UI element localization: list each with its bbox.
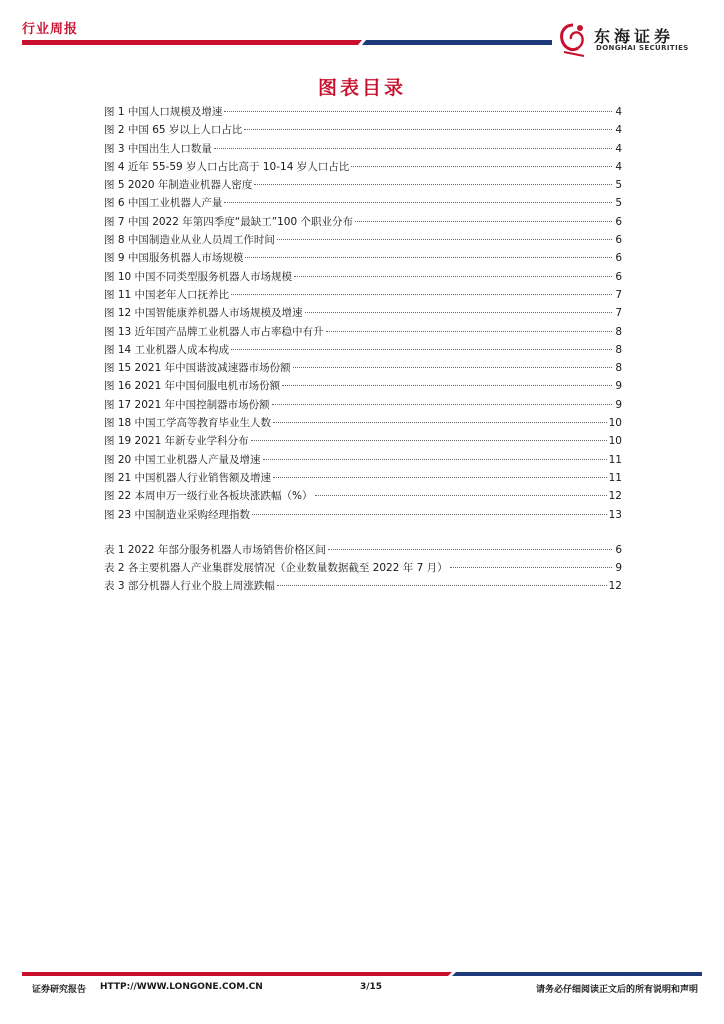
toc-entry-page: 8 <box>615 325 622 338</box>
toc-entry-label: 图 10 中国不同类型服务机器人市场规模 <box>104 270 293 283</box>
toc-entry-page: 4 <box>615 160 622 173</box>
toc-entry-label: 图 11 中国老年人口抚养比 <box>104 288 230 301</box>
toc-entry-page: 10 <box>608 417 622 430</box>
toc-figure-entry[interactable] <box>104 359 622 377</box>
toc-dot-leader <box>263 459 607 460</box>
toc-figure-entry[interactable] <box>104 341 622 359</box>
toc-entry-page: 12 <box>608 580 622 593</box>
toc-figure-entry[interactable] <box>104 286 622 304</box>
toc-figure-entry[interactable] <box>104 506 622 524</box>
toc-figure-entry[interactable] <box>104 451 622 469</box>
toc-entry-page: 6 <box>615 234 622 247</box>
toc-figure-entry[interactable] <box>104 396 622 414</box>
toc-figure-entry[interactable] <box>104 121 622 139</box>
toc-dot-leader <box>305 312 612 313</box>
toc-entry-label: 图 23 中国制造业采购经理指数 <box>104 508 251 521</box>
toc-dot-leader <box>273 477 607 478</box>
toc-entry-label: 表 1 2022 年部分服务机器人市场销售价格区间 <box>104 543 326 556</box>
toc-entry-page: 8 <box>615 343 622 356</box>
toc-entry-label: 图 1 中国人口规模及增速 <box>104 106 223 118</box>
toc-entry-page: 9 <box>615 562 622 575</box>
toc-entry-label: 图 17 2021 年中国控制器市场份额 <box>104 398 270 411</box>
header-rule <box>22 40 552 45</box>
toc-figure-entry[interactable] <box>104 249 622 267</box>
toc-dot-leader <box>231 349 612 350</box>
toc-entry-label: 图 8 中国制造业从业人员周工作时间 <box>104 234 275 247</box>
toc-dot-leader <box>328 549 612 550</box>
toc-entry-label: 图 12 中国智能康养机器人市场规模及增速 <box>104 307 303 320</box>
toc-entry-page: 11 <box>608 453 622 466</box>
toc-figure-entry[interactable] <box>104 487 622 505</box>
dragon-emblem-icon <box>556 22 590 60</box>
toc-dot-leader <box>351 166 612 167</box>
figure-list <box>104 103 622 524</box>
toc-entry-label: 图 4 近年 55-59 岁人口占比高于 10-14 岁人口占比 <box>104 160 350 173</box>
toc-entry-label: 图 16 2021 年中国伺服电机市场份额 <box>104 380 281 393</box>
toc-entry-page: 6 <box>615 215 622 228</box>
footer-disclaimer: 请务必仔细阅读正文后的所有说明和声明 <box>535 985 698 995</box>
toc-figure-entry[interactable] <box>104 213 622 231</box>
toc-dot-leader <box>252 514 607 515</box>
toc-entry-label: 图 19 2021 年新专业学科分布 <box>104 435 249 448</box>
footer-report-type: 证券研究报告 <box>32 985 87 995</box>
toc-dot-leader <box>224 111 612 112</box>
toc-dot-leader <box>294 276 612 277</box>
toc-dot-leader <box>355 221 612 222</box>
footer-website-link[interactable]: HTTP://WWW.LONGONE.COM.CN <box>100 982 263 992</box>
toc-figure-entry[interactable] <box>104 268 622 286</box>
donghai-securities-logo <box>556 22 706 62</box>
toc-table-entry[interactable] <box>104 541 622 559</box>
toc-dot-leader <box>282 385 612 386</box>
toc-dot-leader <box>293 367 612 368</box>
toc-entry-page: 5 <box>615 179 622 192</box>
toc-entry-label: 图 18 中国工学高等教育毕业生人数 <box>104 417 272 430</box>
report-type-tag: 行业周报 <box>22 22 79 37</box>
toc-figure-entry[interactable] <box>104 469 622 487</box>
toc-entry-label: 图 14 工业机器人成本构成 <box>104 343 230 356</box>
page-title: 图表目录 <box>317 77 406 99</box>
toc-entry-page: 6 <box>615 270 622 283</box>
logo-chinese-name: 东海证券 <box>594 27 675 46</box>
toc-dot-leader <box>224 202 612 203</box>
toc-entry-page: 10 <box>608 435 622 448</box>
toc-figure-entry[interactable] <box>104 323 622 341</box>
toc-entry-page: 9 <box>615 398 622 411</box>
toc-dot-leader <box>231 294 612 295</box>
toc-dot-leader <box>244 129 612 130</box>
toc-entry-label: 表 3 部分机器人行业个股上周涨跌幅 <box>104 580 275 593</box>
toc-dot-leader <box>254 184 612 185</box>
toc-entry-label: 图 9 中国服务机器人市场规模 <box>104 252 244 265</box>
toc-dot-leader <box>450 567 612 568</box>
toc-entry-page: 4 <box>615 124 622 137</box>
toc-figure-entry[interactable] <box>104 140 622 158</box>
toc-entry-page: 7 <box>615 288 622 301</box>
toc-entry-page: 4 <box>615 142 622 155</box>
toc-dot-leader <box>214 148 612 149</box>
toc-entry-page: 9 <box>615 380 622 393</box>
toc-entry-page: 8 <box>615 362 622 375</box>
toc-entry-page: 5 <box>615 197 622 210</box>
toc-figure-entry[interactable] <box>104 194 622 212</box>
toc-entry-page: 6 <box>615 543 622 556</box>
toc-figure-entry[interactable] <box>104 158 622 176</box>
toc-dot-leader <box>245 257 612 258</box>
toc-dot-leader <box>277 239 612 240</box>
page-footer <box>32 982 698 996</box>
toc-figure-entry[interactable] <box>104 176 622 194</box>
toc-table-entry[interactable] <box>104 577 622 595</box>
table-list <box>104 541 622 596</box>
toc-figure-entry[interactable] <box>104 377 622 395</box>
toc-figure-entry[interactable] <box>104 304 622 322</box>
toc-dot-leader <box>277 585 607 586</box>
toc-entry-label: 表 2 各主要机器人产业集群发展情况（企业数量数据截至 2022 年 7 月） <box>104 562 448 575</box>
toc-entry-page: 7 <box>615 307 622 320</box>
toc-entry-label: 图 3 中国出生人口数量 <box>104 142 212 155</box>
toc-entry-label: 图 5 2020 年制造业机器人密度 <box>104 179 253 192</box>
toc-dot-leader <box>273 422 607 423</box>
list-separator <box>104 524 622 541</box>
toc-dot-leader <box>315 495 607 496</box>
logo-english-name: DONGHAI SECURITIES <box>596 44 689 52</box>
toc-dot-leader <box>326 331 612 332</box>
toc-entry-label: 图 21 中国机器人行业销售额及增速 <box>104 471 272 484</box>
toc-entry-label: 图 22 本周申万一级行业各板块涨跌幅（%） <box>104 490 313 503</box>
toc-entry-page: 13 <box>608 508 622 521</box>
table-of-figures <box>104 103 622 596</box>
footer-rule <box>22 972 702 976</box>
toc-dot-leader <box>251 440 607 441</box>
toc-entry-label: 图 13 近年国产品牌工业机器人市占率稳中有升 <box>104 325 324 338</box>
toc-table-entry[interactable] <box>104 559 622 577</box>
toc-dot-leader <box>272 404 612 405</box>
toc-entry-page: 12 <box>608 490 622 503</box>
toc-figure-entry[interactable] <box>104 231 622 249</box>
toc-entry-label: 图 6 中国工业机器人产量 <box>104 197 223 210</box>
toc-entry-page: 4 <box>615 106 622 118</box>
toc-entry-label: 图 2 中国 65 岁以上人口占比 <box>104 124 243 137</box>
toc-figure-entry[interactable] <box>104 103 622 121</box>
toc-entry-label: 图 15 2021 年中国谐波减速器市场份额 <box>104 362 291 375</box>
toc-entry-page: 11 <box>608 471 622 484</box>
toc-figure-entry[interactable] <box>104 432 622 450</box>
toc-entry-label: 图 7 中国 2022 年第四季度“最缺工”100 个职业分布 <box>104 215 354 228</box>
toc-entry-label: 图 20 中国工业机器人产量及增速 <box>104 453 261 466</box>
footer-page-number: 3/15 <box>360 982 383 992</box>
toc-figure-entry[interactable] <box>104 414 622 432</box>
toc-entry-page: 6 <box>615 252 622 265</box>
